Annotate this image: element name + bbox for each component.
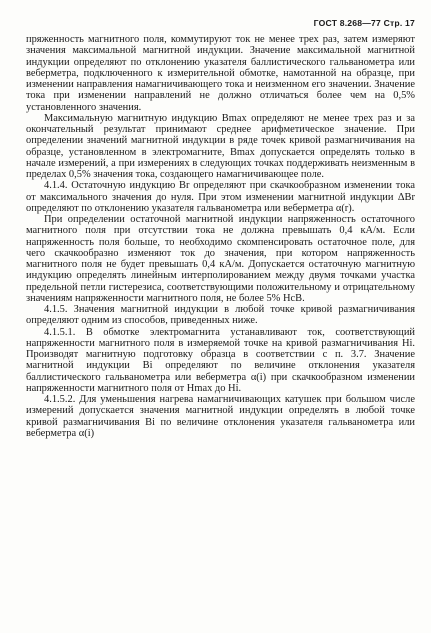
paragraph-5: 4.1.5. Значения магнитной индукции в любой точке кривой размагничивания определяют одним из способов, приведенных ниже.: [26, 304, 415, 327]
paragraph-7: 4.1.5.2. Для уменьшения нагрева намагничивающих катушек при большом числе измерений допускается значения магнитной индукции определять в любой точке кривой размагничивания Bi по величине отклонения указателя гальванометра или веберметра α(i): [26, 394, 415, 439]
paragraph-4: При определении остаточной магнитной индукции напряженность остаточного магнитного поля при отсутствии тока не должна превышать 0,4 кА/м. Если напряженность поля больше, то необходимо скомпенсировать остаточное поле, для чего скачкообразно изменяют ток до значения, при котором напряженность магнитного поля не будет превышать 0,4 кА/м. Допускается остаточную магнитную индукцию определять линейным интерполированием между двумя точками участка предельной петли гистерезиса, соответствующими положительному и отрицательному значениям напряженности магнитного поля, не более 5% HcB.: [26, 214, 415, 304]
document-body: [26, 34, 415, 439]
paragraph-3: 4.1.4. Остаточную индукцию Br определяют при скачкообразном изменении тока от максимального значения до нуля. При этом изменении магнитной индукции ΔBr определяют по отклонению указателя гальванометра или веберметра α(r).: [26, 180, 415, 214]
paragraph-2: Максимальную магнитную индукцию Bmax определяют не менее трех раз и за окончательный результат принимают среднее арифметическое значение. При определении значений магнитной индукции в ряде точек кривой размагничивания на образце, установленном в электромагните, Bmax допускается определять только в начале измерений, а при измерениях в следующих точках поддерживать неизменным в пределах 0,5% значения тока, создающего намагничивающее поле.: [26, 112, 415, 180]
paragraph-1: пряженность магнитного поля, коммутируют ток не менее трех раз, затем измеряют значения максимальной магнитной индукции. Значение максимальной магнитной индукции определяют по отклонению указателя баллистического гальванометра или веберметра, подключенного к измерительной обмотке, намотанной на образце, при изменении направления намагничивающего тока и неизменном его значении. Значение тока при изменении направлений не должно отличаться более чем на 0,5% установленного значения.: [26, 34, 415, 113]
page-header: ГОСТ 8.268—77 Стр. 17: [313, 18, 415, 28]
paragraph-6: 4.1.5.1. В обмотке электромагнита устанавливают ток, соответствующий напряженности магнитного поля в измеряемой точке на кривой размагничивания Hi. Производят магнитную подготовку образца в соответствии с п. 3.7. Значение магнитной индукции Bi определяют по величине отклонения указателя баллистического гальванометра или веберметра α(i) при скачкообразном изменении напряженности магнитного поля от Hmax до Hi.: [26, 326, 415, 394]
